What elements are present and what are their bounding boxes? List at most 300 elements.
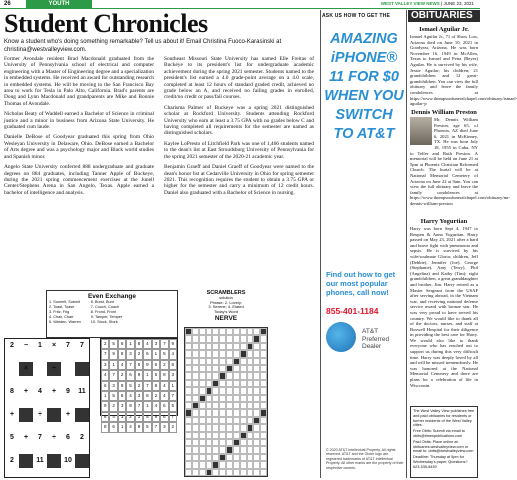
crossword-cell (206, 461, 213, 468)
crossword-cell (260, 328, 267, 335)
obituary-name: Harry Yogurtian (420, 218, 468, 225)
crossword-cell (199, 350, 206, 357)
crossword-cell (192, 417, 199, 424)
crossword-cell (212, 409, 219, 416)
crossword-cell (233, 454, 240, 461)
crossword-cell (199, 372, 206, 379)
sudoku-cell: 7 (143, 381, 151, 391)
crossword-cell (185, 402, 192, 409)
crossword-cell (226, 469, 233, 476)
grid-cell (47, 454, 61, 468)
crossword-cell (212, 358, 219, 365)
crossword-cell (212, 387, 219, 394)
crossword-cell (260, 409, 267, 416)
crossword-cell (219, 350, 226, 357)
sudoku-cell: 6 (143, 349, 151, 359)
crossword-cell (192, 439, 199, 446)
sudoku-cell: 3 (101, 360, 109, 370)
grid-cell: × (51, 342, 57, 349)
obituary (410, 109, 511, 207)
crossword-cell (233, 439, 240, 446)
grid-cell: 2 (10, 342, 14, 349)
sudoku-cell: 5 (135, 360, 143, 370)
crossword-cell (199, 432, 206, 439)
grid-cell (47, 408, 61, 422)
answer: 5. Warden, Warren (49, 320, 81, 324)
sudoku-cell: 1 (109, 360, 117, 370)
divider (320, 10, 321, 478)
scramblers-sub: solution (219, 295, 233, 300)
sudoku-cell: 9 (118, 381, 126, 391)
crossword-cell (192, 365, 199, 372)
crossword-cell (253, 380, 260, 387)
crossword-cell (185, 461, 192, 468)
paper-name: WEST VALLEY VIEW NEWS (380, 1, 440, 6)
paragraph: Kaylee LoPresto of Litchfield Park was one of 1,466 students named to the dean's list at East Stroudsburg University of Pennsylvania for the spring 2021 semester of the 2020-21 academic year. (164, 140, 314, 160)
crossword-cell (240, 380, 247, 387)
sudoku-cell: 8 (135, 339, 143, 349)
sudoku-cell: 1 (135, 412, 143, 422)
crossword-cell (260, 372, 267, 379)
crossword-cell (247, 328, 254, 335)
crossword-cell (219, 343, 226, 350)
crossword-cell (260, 424, 267, 431)
sudoku-cell: 2 (135, 349, 143, 359)
paragraph: Benjamin Graeff and Daniel Graeff of Goodyear were named to the dean's honor list at Cedarville University in Ohio for spring semester 2021. This recognition requires the student to obtain a 3.75 GPA or higher for the semester and carry a minimum of 12 credit hours. Daniel also graduated with a Bachelor of Science in nursing. (164, 164, 314, 196)
crossword-cell (233, 409, 240, 416)
grid-cell: + (23, 388, 29, 395)
crossword-cell (226, 409, 233, 416)
crossword-cell (199, 343, 206, 350)
crossword-cell (192, 372, 199, 379)
crossword-cell (226, 335, 233, 342)
sudoku-cell: 4 (160, 381, 168, 391)
ad-phone: 855-401-1184 (326, 306, 379, 316)
crossword-cell (199, 409, 206, 416)
crossword-cell (226, 395, 233, 402)
crossword-cell (206, 402, 213, 409)
crossword-cell (206, 335, 213, 342)
sudoku-cell: 7 (101, 349, 109, 359)
portrait-photo (410, 117, 432, 145)
ad-headline: AMAZING iPHONE® 11 FOR $0 WHEN YOU SWITCH TO AT&T (324, 31, 404, 142)
crossword-cell (192, 424, 199, 431)
crossword-cell (247, 350, 254, 357)
crossword-cell (185, 328, 192, 335)
grid-cell: + (51, 388, 57, 395)
crossword-cell (212, 365, 219, 372)
sudoku-cell: 9 (135, 370, 143, 380)
crossword-cell (253, 469, 260, 476)
sudoku-cell: 6 (126, 370, 134, 380)
crossword-cell (260, 417, 267, 424)
crossword-cell (253, 461, 260, 468)
crossword-cell (185, 372, 192, 379)
grid-cell: ÷ (52, 434, 56, 441)
crossword-cell (185, 409, 192, 416)
crossword-cell (240, 358, 247, 365)
masthead: WEST VALLEY VIEW NEWS | JUNE 23, 2021 (380, 1, 474, 6)
sudoku-cell: 9 (109, 349, 117, 359)
crossword-cell (206, 387, 213, 394)
grid-cell: 4 (38, 388, 42, 395)
crossword-cell (192, 358, 199, 365)
grid-cell (19, 408, 33, 422)
grid-cell (5, 362, 19, 376)
grid-cell (61, 362, 75, 376)
obituary-text: Mr. Dennis William Preston, age 65, of Phoenix, AZ died June 6, 2021 in McKinney, TX. He was born July 18, 1955 in Cuba, NY to Telfer and Ruth Preston. A memorial will be held on June 21 at 5pm at Phoenix Christian Reformed Church. The burial will be at National Memorial Cemetery of Arizona on June 22 at 9am. You can view the full obituary and leave the family condolences at https://www.thompsonfuneralchapel.com/obituary/mr-dennis-william-preston (410, 117, 511, 206)
sudoku-cell: 8 (152, 381, 160, 391)
answer: 8. Frond, Front (90, 310, 116, 314)
sudoku-cell: 3 (152, 339, 160, 349)
crossword-cell (192, 446, 199, 453)
obituary-name: Ismael Aguilar Jr. (419, 26, 469, 33)
crossword-cell (185, 358, 192, 365)
crossword-cell (185, 417, 192, 424)
sudoku-cell: 8 (143, 391, 151, 401)
sudoku-cell: 3 (109, 381, 117, 391)
crossword-cell (247, 409, 254, 416)
sudoku-cell: 8 (126, 401, 134, 411)
crossword-cell (212, 328, 219, 335)
sudoku-cell: 5 (126, 381, 134, 391)
answers-right (91, 300, 122, 325)
scramblers-word: NERVE (214, 315, 238, 323)
crossword-cell (247, 469, 254, 476)
grid-cell (33, 362, 47, 376)
crossword-cell (206, 409, 213, 416)
crossword-cell (219, 461, 226, 468)
crossword-cell (199, 380, 206, 387)
crossword-cell (199, 365, 206, 372)
crossword-cell (212, 439, 219, 446)
sudoku-cell: 2 (152, 391, 160, 401)
crossword-cell (260, 358, 267, 365)
crossword-cell (247, 343, 254, 350)
crossword-cell (253, 358, 260, 365)
crossword-cell (185, 469, 192, 476)
grid-cell: 7 (80, 342, 84, 349)
crossword-cell (253, 409, 260, 416)
grid-cell: 5 (10, 434, 14, 441)
sudoku-cell: 7 (126, 360, 134, 370)
crossword-cell (226, 454, 233, 461)
sudoku-cell: 6 (101, 381, 109, 391)
crossword-cell (192, 328, 199, 335)
crossword-cell (226, 380, 233, 387)
policy-text: Deadline: Thursday at 5pm for Wednesday's paper. Questions? 623-535-8439 (413, 455, 468, 469)
grid-cell (75, 362, 89, 376)
crossword-cell (219, 439, 226, 446)
crossword-cell (260, 454, 267, 461)
crossword-cell (260, 446, 267, 453)
sudoku-cell: 2 (169, 422, 177, 432)
crossword-cell (192, 395, 199, 402)
crossword-cell (247, 380, 254, 387)
scramblers-sub: Phrase: 2. Lovely; (209, 299, 243, 305)
crossword-cell (206, 446, 213, 453)
crossword-cell (199, 335, 206, 342)
grid-cell (19, 454, 33, 468)
crossword-cell (247, 454, 254, 461)
sudoku-cell: 1 (169, 381, 177, 391)
crossword-cell (233, 343, 240, 350)
crossword-cell (185, 432, 192, 439)
sudoku-cell: 4 (169, 349, 177, 359)
sudoku-cell: 4 (152, 401, 160, 411)
sudoku-cell: 6 (109, 422, 117, 432)
crossword-cell (260, 335, 267, 342)
crossword-cell (206, 395, 213, 402)
math-puzzle-grid (4, 338, 90, 478)
sudoku-cell: 4 (143, 339, 151, 349)
answer: 1. Summit, Submit (49, 300, 81, 304)
obituary-text: Ismael Aguilar Jr., 71 of Show Low, Arizona died on June 10, 2021 in Goodyear, Arizona. He was born November 16, 1949 in McAllen, Texas to Ismael and Petra (Reyes) Aguilar. He is survived by his wife, Jessie Aguilar; his children; 21 grandchildren and 12 great-grandchildren. You can view the full obituary and leave the family condolences at https://www.thompsonfuneralchapel.com/obituary/ismael-aguilar-jr (410, 34, 517, 107)
sudoku-cell: 9 (101, 401, 109, 411)
crossword-cell (233, 335, 240, 342)
crossword-cell (199, 402, 206, 409)
crossword-cell (212, 424, 219, 431)
ad-dealer: AT&T Preferred Dealer (362, 328, 390, 350)
column-2 (164, 56, 314, 200)
sudoku-cell: 3 (118, 412, 126, 422)
crossword-cell (260, 343, 267, 350)
crossword-cell (212, 350, 219, 357)
sudoku-cell: 1 (101, 391, 109, 401)
sudoku-cell: 8 (169, 360, 177, 370)
grid-cell: 2 (80, 434, 84, 441)
crossword-cell (206, 343, 213, 350)
divider (406, 10, 407, 478)
crossword-cell (206, 417, 213, 424)
sudoku-cell: 3 (169, 370, 177, 380)
paragraph: Southeast Missouri State University has named Elle Freitas of Buckeye to its president's list for undergraduate academic achievement during the spring 2021 semester. Students named to the president's list earned a 4.0 grade-point average on a 4.0 scale, completed at least 12 hours of standard graded credit, achieved no grade below an A, and received no failing grades in enrolled, credit/no credit or pass/fail courses. (164, 56, 314, 101)
crossword-cell (233, 417, 240, 424)
crossword-cell (192, 350, 199, 357)
crossword-cell (233, 358, 240, 365)
sudoku-cell: 3 (126, 349, 134, 359)
crossword-cell (192, 387, 199, 394)
ad-kicker: ASK US HOW TO GET THE (322, 13, 390, 19)
crossword-cell (192, 461, 199, 468)
answers-left (49, 300, 81, 325)
crossword-cell (192, 335, 199, 342)
crossword-cell (260, 469, 267, 476)
sudoku-cell: 7 (109, 370, 117, 380)
crossword-cell (192, 469, 199, 476)
sudoku-cell: 5 (109, 339, 117, 349)
sudoku-cell: 7 (169, 412, 177, 422)
crossword-cell (253, 343, 260, 350)
crossword-cell (240, 395, 247, 402)
paragraph: Danielle DeBose of Goodyear graduated this spring from Ohio Wesleyan University in Delaware, Ohio. DeBose earned a Bachelor of Arts degree and was a psychology major and Black world studies and Spanish minor. (4, 134, 154, 160)
sudoku-cell: 7 (169, 391, 177, 401)
crossword-cell (226, 365, 233, 372)
section-tab: YOUTH (26, 0, 92, 8)
crossword-cell (212, 469, 219, 476)
crossword-cell (233, 350, 240, 357)
crossword-cell (260, 395, 267, 402)
crossword-cell (219, 454, 226, 461)
crossword-cell (206, 380, 213, 387)
answer: 9. Tamper, Temper (90, 315, 123, 319)
obituary (410, 218, 478, 388)
grid-cell: 7 (66, 342, 70, 349)
crossword-cell (240, 469, 247, 476)
crossword-cell (212, 417, 219, 424)
crossword-cell (192, 454, 199, 461)
crossword-cell (199, 328, 206, 335)
sudoku-cell: 4 (118, 360, 126, 370)
crossword-cell (206, 365, 213, 372)
sudoku-cell: 1 (118, 422, 126, 432)
crossword-cell (219, 424, 226, 431)
sudoku-cell: 9 (152, 412, 160, 422)
crossword-cell (206, 439, 213, 446)
crossword-cell (185, 343, 192, 350)
crossword-cell (192, 380, 199, 387)
crossword-cell (247, 424, 254, 431)
crossword-cell (219, 446, 226, 453)
sudoku-cell: 5 (143, 412, 151, 422)
crossword-cell (185, 380, 192, 387)
crossword-cell (185, 424, 192, 431)
crossword-cell (212, 343, 219, 350)
crossword-cell (233, 328, 240, 335)
even-exchange-answers (46, 290, 178, 338)
crossword-cell (226, 350, 233, 357)
sudoku-cell: 9 (169, 339, 177, 349)
crossword-cell (206, 328, 213, 335)
crossword-cell (253, 432, 260, 439)
sudoku-cell: 9 (135, 422, 143, 432)
crossword-cell (226, 358, 233, 365)
paragraph: Angelo State University conferred 888 undergraduate and graduate degrees on 884 graduates, including Tanner Apple of Buckeye, during the 2021 spring commencement exercises at the Junell Center/Stephens Arena in San Angelo, Texas. Apple earned a bachelor of intelligence and analysis. (4, 164, 154, 196)
crossword-cell (199, 358, 206, 365)
grid-cell: ÷ (38, 411, 42, 418)
crossword-cell (240, 343, 247, 350)
crossword-cell (247, 461, 254, 468)
sudoku-cell: 5 (160, 349, 168, 359)
crossword-cell (199, 439, 206, 446)
crossword-cell (247, 432, 254, 439)
obituaries-header: OBITUARIES (408, 10, 480, 22)
crossword-cell (199, 454, 206, 461)
crossword-cell (219, 328, 226, 335)
crossword-cell (260, 402, 267, 409)
sudoku-cell: 6 (118, 339, 126, 349)
crossword-cell (219, 387, 226, 394)
answer: 2. Toast, Toase (49, 305, 75, 309)
sudoku-cell: 5 (169, 401, 177, 411)
crossword-cell (185, 439, 192, 446)
crossword-cell (219, 409, 226, 416)
crossword-cell (240, 439, 247, 446)
crossword-cell (206, 358, 213, 365)
sudoku-cell: 3 (118, 401, 126, 411)
crossword-cell (253, 365, 260, 372)
crossword-cell (233, 372, 240, 379)
sudoku-cell: 2 (101, 339, 109, 349)
sudoku-cell: 4 (126, 422, 134, 432)
crossword-cell (240, 350, 247, 357)
sudoku-cell: 5 (109, 391, 117, 401)
crossword-cell (247, 395, 254, 402)
grid-cell: 11 (36, 457, 44, 464)
sudoku-cell: 1 (143, 401, 151, 411)
column-1 (4, 56, 154, 200)
sudoku-cell: 8 (118, 349, 126, 359)
crossword-cell (219, 395, 226, 402)
crossword-cell (240, 335, 247, 342)
sudoku-cell: 7 (135, 401, 143, 411)
crossword-cell (233, 424, 240, 431)
sudoku-cell: 4 (160, 391, 168, 401)
crossword-cell (253, 424, 260, 431)
crossword-cell (219, 432, 226, 439)
crossword-cell (233, 461, 240, 468)
crossword-cell (260, 365, 267, 372)
crossword-cell (240, 365, 247, 372)
crossword-cell (226, 432, 233, 439)
ad-cta: Find out how to get our most popular phones, call now! (326, 270, 396, 297)
crossword-cell (206, 350, 213, 357)
crossword-cell (233, 402, 240, 409)
crossword-cell (253, 439, 260, 446)
crossword-cell (260, 432, 267, 439)
crossword-cell (199, 395, 206, 402)
crossword-cell (212, 446, 219, 453)
grid-cell: + (65, 411, 71, 418)
crossword-cell (199, 424, 206, 431)
crossword-cell (199, 461, 206, 468)
crossword-cell (199, 387, 206, 394)
crossword-cell (226, 424, 233, 431)
att-advertisement (322, 10, 406, 480)
sudoku-cell: 8 (160, 370, 168, 380)
crossword-cell (253, 454, 260, 461)
crossword-cell (233, 365, 240, 372)
crossword-cell (247, 372, 254, 379)
grid-cell: 11 (78, 388, 86, 395)
crossword-cell (240, 328, 247, 335)
crossword-cell (233, 380, 240, 387)
crossword-cell (226, 343, 233, 350)
grid-cell: × (19, 362, 33, 376)
policy-text: The West Valley View publishes free and paid obituaries for residents or former residents of the West Valley cities. (413, 409, 475, 428)
crossword-cell (206, 424, 213, 431)
crossword-cell (240, 372, 247, 379)
scramblers-title: SCRAMBLERS (206, 290, 246, 296)
crossword-cell (253, 387, 260, 394)
grid-cell (75, 408, 89, 422)
sudoku-cell: 4 (109, 412, 117, 422)
sudoku-cell: 7 (152, 422, 160, 432)
crossword-cell (233, 395, 240, 402)
crossword-cell (185, 350, 192, 357)
crossword-cell (219, 365, 226, 372)
crossword-cell (185, 387, 192, 394)
crossword-cell (240, 409, 247, 416)
crossword-cell (253, 350, 260, 357)
sudoku-cell: 4 (101, 370, 109, 380)
scramblers-sub: Today's Word (213, 308, 239, 314)
grid-cell: − (23, 342, 29, 349)
crossword-cell (247, 335, 254, 342)
paragraph: Charisma Palmer of Buckeye was a spring 2021 distinguished scholar at Rockford University. Students attending Rockford University who earn at least a 3.75 GPA with no grades below C and having completed all requirements for the semester are named as distinguished scholars. (164, 104, 314, 137)
sudoku-cell: 5 (152, 370, 160, 380)
crossword-cell (185, 365, 192, 372)
